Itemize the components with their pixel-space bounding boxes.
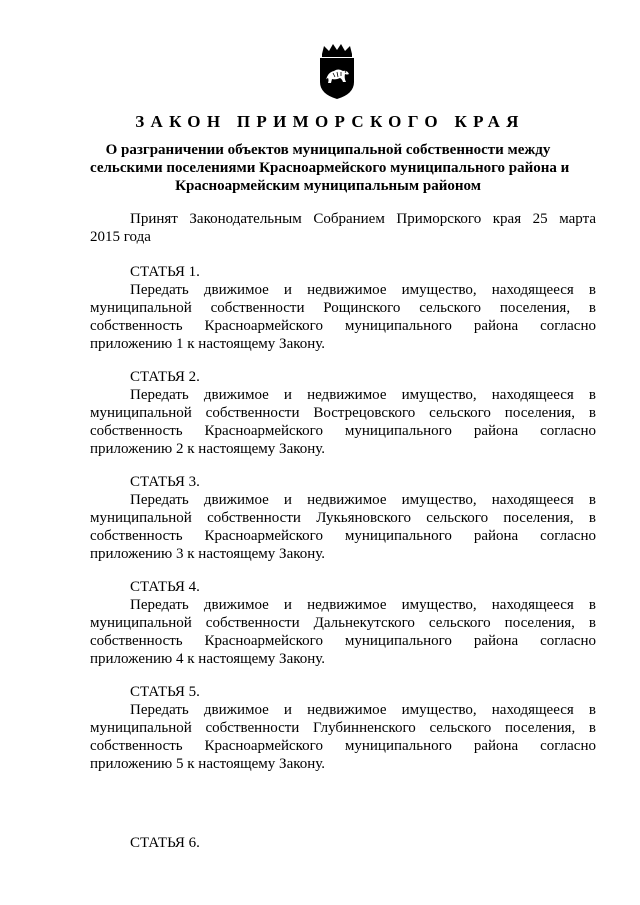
article-2 [90,368,596,458]
article-line: Передать движимое и недвижимое имущество, находящееся в [130,282,596,298]
subtitle-line: О разграничении объектов муниципальной собственности между [105,142,551,158]
article-heading: СТАТЬЯ 6. [130,835,200,851]
article-line: Передать движимое и недвижимое имущество, находящееся в [130,492,596,508]
article-1 [90,263,596,353]
adoption-line: Принят Законодательным Собранием Приморского края 25 марта [130,211,596,227]
article-line: Передать движимое и недвижимое имущество, находящееся в [130,702,596,718]
article-heading: СТАТЬЯ 2. [130,369,200,385]
article-line: собственность Красноармейского муниципального района согласно [90,738,596,754]
adoption-line: 2015 года [90,229,151,245]
article-heading: СТАТЬЯ 3. [130,474,200,490]
article-line: Передать движимое и недвижимое имущество, находящееся в [130,597,596,613]
article-line: Передать движимое и недвижимое имущество, находящееся в [130,387,596,403]
adoption-statement [90,210,596,246]
article-heading: СТАТЬЯ 1. [130,264,200,280]
article-4 [90,578,596,668]
article-line: приложению 2 к настоящему Закону. [90,441,326,457]
law-title: ЗАКОН ПРИМОРСКОГО КРАЯ [135,112,525,131]
article-line: муниципальной собственности Вострецовского сельского поселения, в [90,405,596,421]
article-line: муниципальной собственности Дальнекутского сельского поселения, в [90,615,596,631]
article-line: приложению 4 к настоящему Закону. [90,651,326,667]
law-subtitle [90,141,570,195]
coat-of-arms-emblem [314,44,360,100]
article-line: собственность Красноармейского муниципального района согласно [90,528,596,544]
subtitle-line: сельскими поселениями Красноармейского муниципального района и [90,160,570,176]
article-line: собственность Красноармейского муниципального района согласно [90,633,596,649]
article-line: собственность Красноармейского муниципального района согласно [90,423,596,439]
article-line: приложению 5 к настоящему Закону. [90,756,326,772]
article-line: муниципальной собственности Глубинненского сельского поселения, в [90,720,596,736]
article-line: приложению 3 к настоящему Закону. [90,546,326,562]
article-line: приложению 1 к настоящему Закону. [90,336,326,352]
article-heading: СТАТЬЯ 5. [130,684,200,700]
article-line: муниципальной собственности Рощинского сельского поселения, в [90,300,596,316]
subtitle-line: Красноармейским муниципальным районом [175,178,481,194]
article-line: муниципальной собственности Лукьяновского сельского поселения, в [90,510,596,526]
article-heading: СТАТЬЯ 4. [130,579,200,595]
article-3 [90,473,596,563]
article-line: собственность Красноармейского муниципального района согласно [90,318,596,334]
article-6 [90,834,596,852]
article-5 [90,683,596,773]
